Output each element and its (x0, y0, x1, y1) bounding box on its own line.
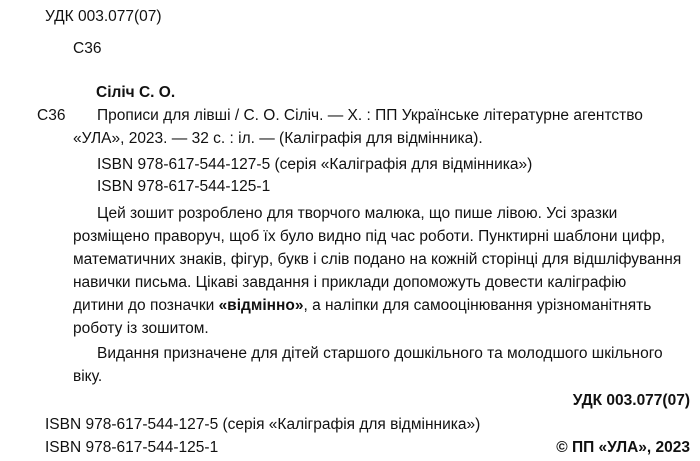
emphasis-text: «відмінно» (218, 297, 304, 314)
copyright-notice: © ПП «УЛА», 2023 (556, 439, 690, 456)
author-heading: Сіліч С. О. (96, 84, 176, 101)
isbn-series: ISBN 978-617-544-127-5 (серія «Каліграфія для відмінника») (97, 156, 533, 173)
bibliographic-description-line-2: «УЛА», 2023. — 32 с. : іл. — (Каліграфія для відмінника). (73, 130, 483, 147)
annotation-line: Видання призначене для дітей старшого дошкільного та молодшого шкільного (97, 345, 663, 362)
annotation-line: роботу із зошитом. (73, 320, 209, 337)
annotation-line: Цей зошит розроблено для творчого малюка, що пише лівою. Усі зразки (97, 205, 618, 222)
bbk-code: С36 (73, 40, 102, 57)
catalog-code: С36 (37, 107, 66, 124)
annotation-text: дитини до позначки (73, 297, 219, 314)
footer-isbn-book: ISBN 978-617-544-125-1 (45, 439, 219, 456)
annotation-line: математичних знаків, фігур, букв і слів подано на кожній сторінці для відшліфування (73, 251, 682, 268)
isbn-book: ISBN 978-617-544-125-1 (97, 178, 271, 195)
footer-isbn-series: ISBN 978-617-544-127-5 (серія «Каліграфія для відмінника») (45, 416, 481, 433)
annotation-line: віку. (73, 368, 103, 385)
annotation-line: навички письма. Цікаві завдання і приклади допоможуть довести каліграфію (73, 274, 627, 291)
udk-code-bottom: УДК 003.077(07) (572, 392, 690, 409)
bibliographic-description-line-1: Прописи для лівші / С. О. Сіліч. — Х. : ПП Українське літературне агентство (97, 107, 643, 124)
annotation-line: розміщено праворуч, щоб їх було видно під час роботи. Пунктирні шаблони цифр, (73, 228, 666, 245)
udk-code-top: УДК 003.077(07) (45, 8, 162, 25)
annotation-line (73, 297, 651, 315)
annotation-text: , а наліпки для самооцінювання урізноманітнять (303, 297, 652, 314)
